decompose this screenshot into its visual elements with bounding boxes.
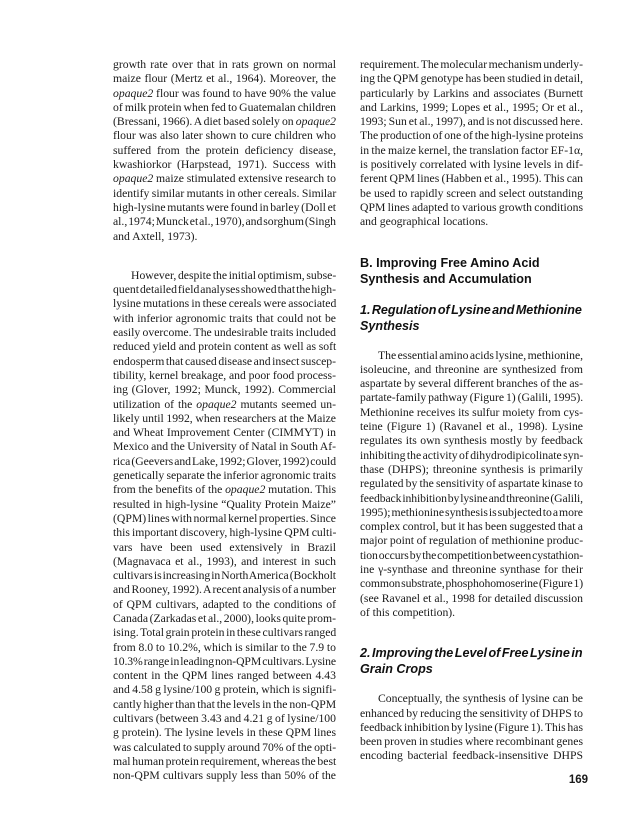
subsection-heading [360, 302, 583, 334]
text-line: and 4.58 g lysine/100 g protein, which is signifi- [113, 683, 337, 697]
text-line: 10.3% range in leading non-QPM cultivars. Lysine [113, 654, 336, 668]
text-line: of this competition). [360, 605, 456, 619]
text-line: 2. Improving the Level of Free Lysine in [360, 646, 583, 661]
text-segment: utilization of the [113, 397, 197, 411]
text-segment: mutants seemed un- [236, 397, 337, 411]
section-heading [360, 255, 583, 287]
text-line: high-lysine mutants were found in barley (Doll et [113, 200, 336, 214]
text-line: endosperm that caused disease and insect suscep- [113, 354, 336, 368]
text-line: regulates its own synthesis mostly by feedback [360, 434, 583, 448]
text-line [113, 398, 336, 412]
spacer [113, 244, 336, 269]
text-line: partate-family pathway (Figure 1) (Galili, 1995). [360, 391, 584, 405]
text-line: teine (Figure 1) (Ravanel et al., 1998). Lysine [360, 420, 583, 434]
text-line: with inferior agronomic traits that could not be [113, 311, 336, 325]
text-line: quent detailed field analyses showed that the high- [113, 283, 336, 297]
text-line: ferent QPM lines (Habben et al., 1995). This can [360, 172, 583, 186]
text-line: The essential amino acids lysine, methionine, [378, 348, 584, 362]
italic-term: opaque2 [196, 397, 237, 411]
text-line: and Wheat Improvement Center (CIMMYT) in [113, 426, 336, 440]
text-line: kwashiorkor (Harpstead, 1971). Success with [113, 158, 336, 172]
text-line: Synthesis [360, 318, 420, 333]
text-line: feedback inhibition by lysine and threonine (Galili, [360, 491, 583, 505]
text-line: was calculated to supply around 70% of the opti- [113, 740, 337, 754]
text-line: g protein). The lysine levels in these QPM lines [113, 726, 336, 740]
text-line [113, 483, 336, 497]
text-line: vars have been used extensively in Brazil [113, 540, 336, 554]
spacer [360, 334, 583, 349]
text-line: is positively correlated with lysine levels in dif- [360, 158, 583, 172]
spacer [360, 287, 583, 302]
right-column [360, 58, 583, 764]
text-line: Grain Crops [360, 662, 433, 677]
text-line: and Rooney, 1992). A recent analysis of a number [113, 583, 336, 597]
text-line: aspartate by several different branches of the as- [360, 377, 583, 391]
spacer [360, 230, 583, 255]
text-line: Methionine receives its sulfur moiety from cys- [360, 405, 583, 419]
text-line: (Magnavaca et al., 1993), and interest in such [113, 554, 336, 568]
text-line: enhanced by reducing the sensitivity of DHPS to [360, 706, 583, 720]
text-line: be used to rapidly screen and select outstanding [360, 186, 583, 200]
text-line: isoleucine, and threonine are synthesized from [360, 362, 583, 376]
text-line: inhibiting the activity of dihydrodipicolinate syn- [360, 448, 584, 462]
text-line: ing (Glover, 1992; Munck, 1992). Commercial [113, 383, 336, 397]
body-paragraph [113, 58, 336, 244]
text-segment: maize stimulated extensive research to [153, 172, 336, 186]
text-line: and Axtell, 1973). [113, 229, 198, 243]
text-line: of milk protein when fed to Guatemalan children [113, 100, 336, 114]
text-line: particularly by Larkins and associates (Burnett [360, 86, 583, 100]
text-line: complex control, but it has been suggested that a [360, 520, 583, 534]
text-line: content in the QPM lines ranged between 4.43 [113, 669, 336, 683]
text-line: However, despite the initial optimism, subse- [131, 268, 337, 282]
text-line: thase (DHPS); threonine synthesis is primarily [360, 462, 583, 476]
subsection-heading [360, 645, 583, 677]
text-line: of QPM cultivars, adapted to the conditions of [113, 597, 336, 611]
text-line: B. Improving Free Amino Acid [360, 255, 540, 270]
body-paragraph [360, 349, 583, 621]
text-line: in the maize kernel, the translation factor EF-1α, [360, 143, 583, 157]
text-line: been proven in studies where recombinant genes [360, 735, 583, 749]
text-line: 1. Regulation of Lysine and Methionine [360, 302, 582, 317]
text-line: ine γ-synthase and threonine synthase for their [360, 563, 583, 577]
text-line: ing the QPM genotype has been studied in detail, [360, 72, 583, 86]
text-line: cantly higher than that the levels in the non-QPM [113, 697, 337, 711]
text-line [113, 87, 336, 101]
text-line: cultivars is increasing in North America (Bockholt [113, 569, 336, 583]
text-line: ising. Total grain protein in these cultivars ranged [113, 626, 337, 640]
italic-term: opaque2 [113, 172, 154, 186]
text-line: from 8.0 to 10.2%, which is similar to the 7.9 to [113, 640, 336, 654]
text-line: Mexico and the University of Natal in South Af- [113, 440, 336, 454]
text-line: genetically separate the inferior agronomic traits [113, 469, 337, 483]
text-line: flour was also later shown to cure children who [113, 129, 336, 143]
text-line: non-QPM cultivars supply less than 50% of the [113, 769, 336, 783]
text-line: rica (Geevers and Lake, 1992; Glover, 1992) could [113, 454, 336, 468]
text-line: cultivars (between 3.43 and 4.21 g of lysine/100 [113, 712, 336, 726]
text-line: feedback inhibition by lysine (Figure 1). This has [360, 720, 583, 734]
text-line: (see Ravanel et al., 1998 for detailed discussion [360, 591, 583, 605]
text-line: this important discovery, high-lysine QPM culti- [113, 526, 337, 540]
text-line: common substrate, phosphohomoserine (Figure 1) [360, 577, 583, 591]
spacer [360, 677, 583, 692]
italic-term: opaque2 [113, 86, 154, 100]
text-line: growth rate over that in rats grown on normal [113, 58, 336, 71]
text-line: tion occurs by the competition between cystathion- [360, 548, 583, 562]
text-line: al., 1974; Munck et al., 1970), and sorghum (Singh [113, 215, 337, 229]
text-line: likely until 1992, when researchers at the Maize [113, 411, 336, 425]
page-number: 169 [568, 774, 588, 786]
text-line: maize flour (Mertz et al., 1964). Moreover, the [113, 72, 336, 86]
text-line: identify similar mutants in other cereals. Similar [113, 186, 337, 200]
text-line: regulated by the sensitivity of aspartate kinase to [360, 477, 583, 491]
text-line [113, 115, 336, 129]
body-paragraph [360, 692, 583, 763]
text-segment: flour was found to have 90% the value [153, 86, 336, 100]
text-line [113, 172, 336, 186]
text-line: QPM lines adapted to various growth conditions [360, 200, 583, 214]
italic-term: opaque2 [295, 115, 336, 129]
text-line: Synthesis and Accumulation [360, 271, 532, 286]
text-line: Canada (Zarkadas et al., 2000), looks quite prom- [113, 611, 336, 625]
text-segment: (Bressani, 1966). A diet based solely on [113, 115, 296, 129]
text-line: resulted in high-lysine “Quality Protein Maize” [113, 497, 336, 511]
text-segment: mutation. This [265, 483, 336, 497]
text-line: (QPM) lines with normal kernel properties. Since [113, 511, 336, 525]
text-line: easily overcome. The undesirable traits included [113, 326, 336, 340]
text-line: reduced yield and protein content as well as soft [113, 340, 337, 354]
text-line: and Larkins, 1999; Lopes et al., 1995; Or et al., [360, 100, 583, 114]
text-line: mal human protein requirement, whereas the best [113, 754, 337, 768]
text-line: The production of one of the high-lysine proteins [360, 129, 584, 143]
spacer [360, 620, 583, 645]
text-line: 1993; Sun et al., 1997), and is not discussed here. [360, 115, 583, 129]
text-line: lysine mutations in these cereals were associated [113, 297, 337, 311]
text-line: encoding bacterial feedback-insensitive DHPS [360, 749, 583, 763]
text-line: and geographical locations. [360, 215, 489, 229]
body-paragraph [360, 58, 583, 230]
text-line: tibility, kernel breakage, and poor food process- [113, 368, 336, 382]
body-paragraph [113, 269, 336, 784]
text-segment: from the benefits of the [113, 483, 226, 497]
italic-term: opaque2 [225, 483, 266, 497]
text-line: requirement. The molecular mechanism underly- [360, 58, 583, 71]
text-line: Conceptually, the synthesis of lysine can be [378, 692, 583, 706]
left-column [113, 58, 336, 784]
text-line: 1995); methionine synthesis is subjected to a more [360, 505, 583, 519]
text-line: suffered from the protein deficiency disease, [113, 143, 336, 157]
text-line: major point of regulation of methionine produc- [360, 534, 584, 548]
